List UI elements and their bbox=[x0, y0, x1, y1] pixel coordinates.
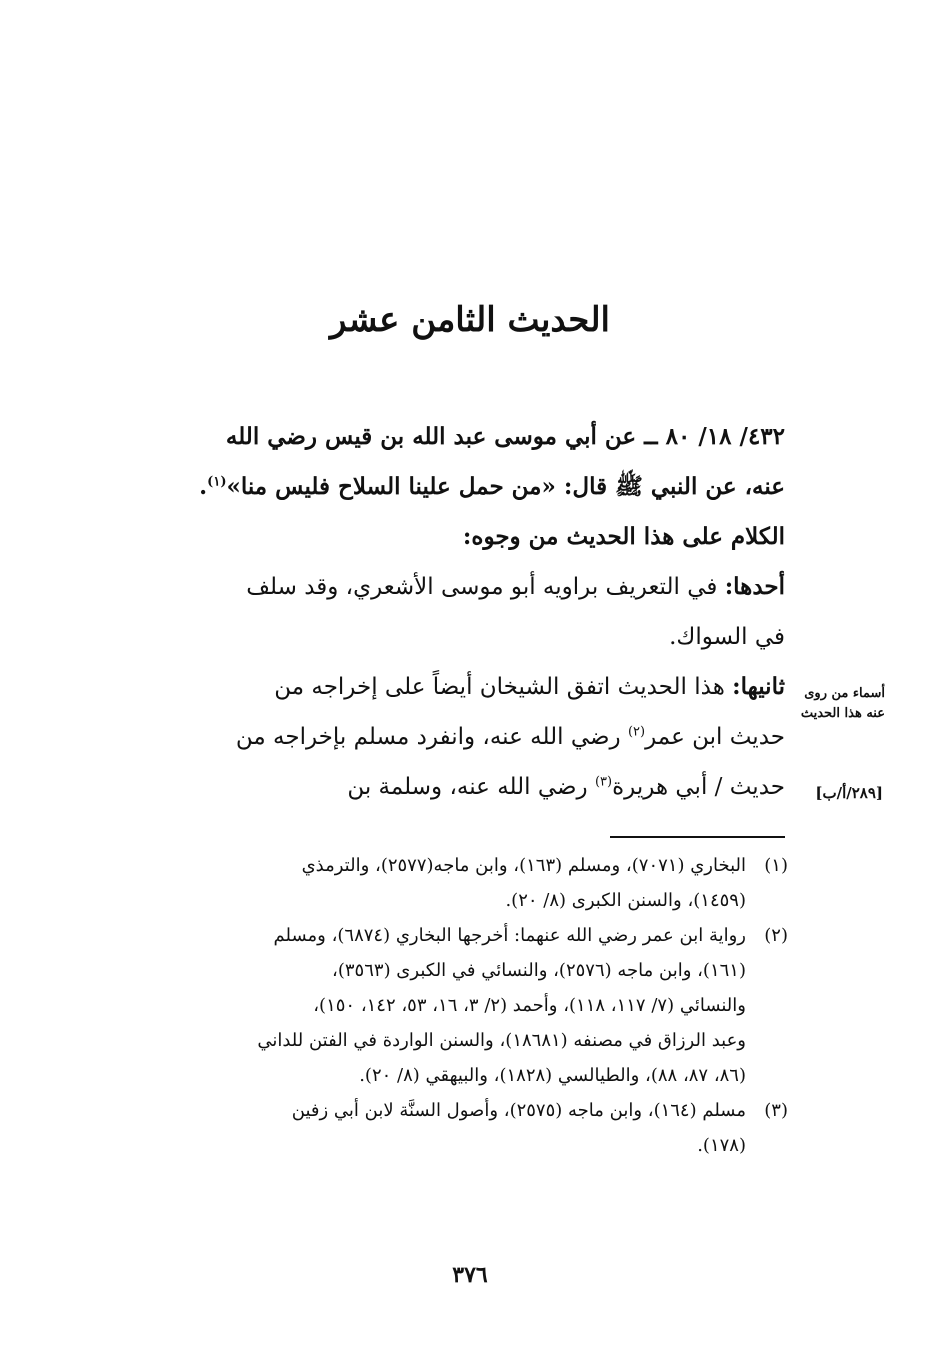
page-number: ٣٧٦ bbox=[452, 1262, 488, 1288]
footnote-line: (١٤٥٩)، والسنن الكبرى (٨/ ٢٠). bbox=[505, 890, 746, 911]
hadith-line-1: ٤٣٢/ ١٨/ ٨٠ ــ عن أبي موسى عبد الله بن قيس رضي الله bbox=[225, 423, 785, 450]
footnote-number: (٣) bbox=[764, 1100, 788, 1121]
second-line2-text: حديث ابن عمر bbox=[645, 724, 785, 750]
footnote-text bbox=[108, 1093, 746, 1163]
chapter-title: الحديث الثامن عشر bbox=[329, 300, 611, 340]
footnote-text bbox=[108, 848, 746, 918]
footnote-line: مسلم (١٦٤)، وابن ماجه (٢٥٧٥)، وأصول السنَّة لابن أبي زفين bbox=[291, 1100, 746, 1121]
footnote-ref-2[interactable]: (٢) bbox=[627, 724, 646, 740]
footnote-line: رواية ابن عمر رضي الله عنهما: أخرجها البخاري (٦٨٧٤)، ومسلم bbox=[273, 925, 746, 946]
second-point-line-2 bbox=[105, 712, 785, 762]
margin-heading-line-2: عنه هذا الحديث bbox=[800, 706, 885, 721]
second-line3-rest: رضي الله عنه، وسلمة بن bbox=[347, 774, 595, 800]
footnote-number: (١) bbox=[764, 855, 788, 876]
margin-heading-line-1: أسماء من روى bbox=[804, 686, 885, 701]
second-point-text: هذا الحديث اتفق الشيخان أيضاً على إخراجه من bbox=[274, 674, 733, 700]
footnote-separator bbox=[610, 836, 785, 838]
footnote-line: وعبد الرزاق في مصنفه (١٨٦٨١)، والسنن الواردة في الفتن للداني bbox=[257, 1030, 746, 1051]
first-point-label: أحدها: bbox=[724, 573, 785, 600]
footnote-line: (١٦١)، وابن ماجه (٢٥٧٦)، والنسائي في الكبرى (٣٥٦٣)، bbox=[332, 960, 746, 981]
main-text bbox=[105, 412, 785, 812]
first-point-line-2: في السواك. bbox=[669, 624, 785, 650]
second-point-line-1 bbox=[105, 662, 785, 712]
second-point-line-3 bbox=[105, 762, 785, 812]
footnote-text bbox=[108, 918, 746, 1093]
footnote-line: البخاري (٧٠٧١)، ومسلم (١٦٣)، وابن ماجه(٢٥٧٧)، والترمذي bbox=[301, 855, 746, 876]
footnote-3 bbox=[108, 1093, 788, 1163]
hadith-end: . bbox=[199, 473, 208, 500]
footnote-1 bbox=[108, 848, 788, 918]
first-point-line-1 bbox=[105, 562, 785, 612]
hadith-line-2 bbox=[105, 462, 785, 512]
footnotes bbox=[108, 848, 788, 1163]
second-point-label: ثانيها: bbox=[732, 673, 785, 700]
footnote-2 bbox=[108, 918, 788, 1093]
footnote-number: (٢) bbox=[764, 925, 788, 946]
footnote-ref-3[interactable]: (٣) bbox=[594, 774, 613, 790]
margin-heading bbox=[795, 684, 885, 724]
second-line3-text: حديث / أبي هريرة bbox=[612, 774, 785, 800]
footnote-line: (٨٦، ٨٧، ٨٨)، والطيالسي (١٨٢٨)، والبيهقي (٨/ ٢٠). bbox=[359, 1065, 746, 1086]
footnote-ref-1[interactable]: (١) bbox=[207, 474, 227, 490]
hadith-text: عنه، عن النبي ﷺ قال: «من حمل علينا السلاح فليس منا» bbox=[226, 473, 785, 500]
footnote-line: والنسائي (٧/ ١١٧، ١١٨)، وأحمد (٢/ ٣، ١٦، ٥٣، ١٤٢، ١٥٠)، bbox=[313, 995, 746, 1016]
intro-line: الكلام على هذا الحديث من وجوه: bbox=[462, 523, 785, 550]
folio-marker: [٢٨٩/أ/ب] bbox=[815, 784, 883, 802]
second-line2-rest: رضي الله عنه، وانفرد مسلم بإخراجه من bbox=[235, 724, 628, 750]
first-point-text: في التعريف براويه أبو موسى الأشعري، وقد سلف bbox=[246, 574, 725, 600]
footnote-line: (١٧٨). bbox=[697, 1135, 746, 1156]
